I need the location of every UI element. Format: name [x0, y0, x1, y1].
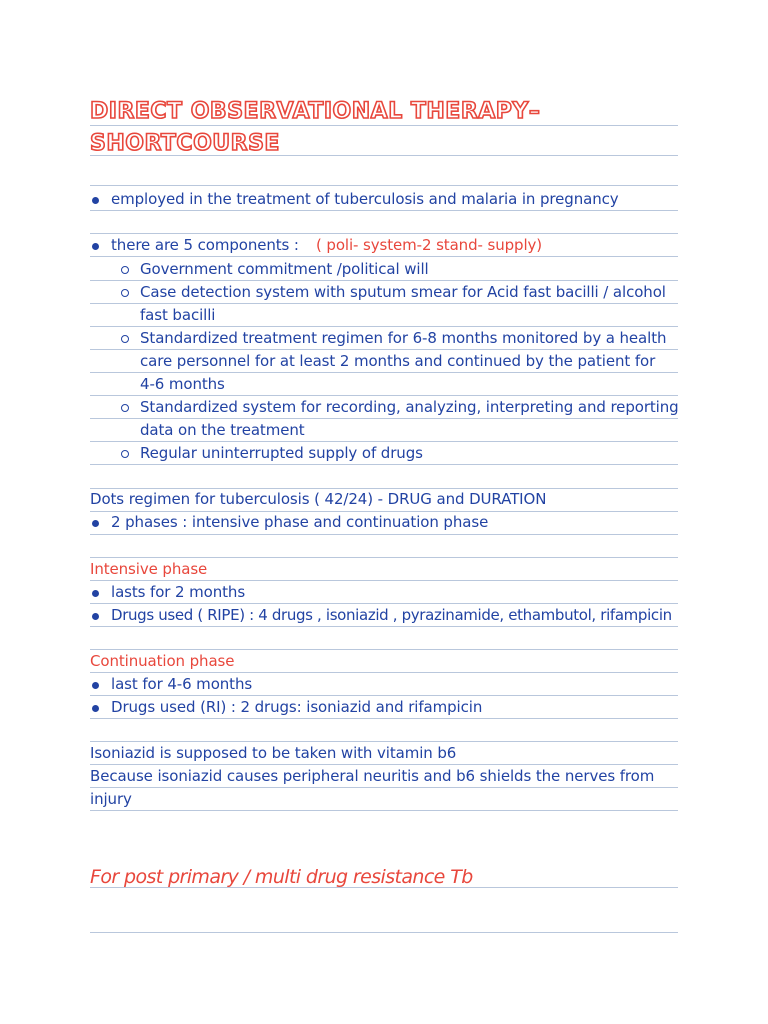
dots-heading: Dots regimen for tuberculosis ( 42/24) - DRUG and DURATION: [90, 490, 547, 508]
rule-line: [90, 464, 678, 465]
rule-line: [90, 418, 678, 419]
bullet-dot: [92, 705, 99, 712]
intro-bullet-text: employed in the treatment of tuberculosis and malaria in pregnancy: [111, 190, 619, 208]
page-title-line-1: DIRECT OBSERVATIONAL THERAPY–: [90, 99, 541, 124]
rule-line: [90, 256, 678, 257]
bullet-dot: [92, 590, 99, 597]
rule-line: [90, 649, 678, 650]
bullet-dot: [92, 520, 99, 527]
bullet-dot: [92, 682, 99, 689]
bullet-dot: [92, 613, 99, 620]
rule-line: [90, 210, 678, 211]
rule-line: [90, 672, 678, 673]
rule-line: [90, 185, 678, 186]
rule-line: [90, 557, 678, 558]
rule-line: [90, 534, 678, 535]
page-title-line-2: SHORTCOURSE: [90, 131, 280, 156]
rule-line: [90, 626, 678, 627]
component-3-line-2: care personnel for at least 2 months and continued by the patient for: [140, 352, 656, 370]
components-lead: there are 5 components :: [111, 236, 299, 254]
intensive-heading: Intensive phase: [90, 560, 208, 578]
rule-line: [90, 326, 678, 327]
component-4-line-2: data on the treatment: [140, 421, 305, 439]
rule-line: [90, 787, 678, 788]
component-2-line-1: Case detection system with sputum smear for Acid fast bacilli / alcohol: [140, 283, 666, 301]
note-line-1: Isoniazid is supposed to be taken with vitamin b6: [90, 744, 457, 762]
component-1: Government commitment /political will: [140, 260, 429, 278]
rule-line: [90, 395, 678, 396]
sub-bullet-circle: [121, 289, 129, 297]
rule-line: [90, 233, 678, 234]
sub-bullet-circle: [121, 266, 129, 274]
rule-line: [90, 932, 678, 933]
sub-bullet-circle: [121, 335, 129, 343]
mdr-heading: For post primary / multi drug resistance Tb: [90, 866, 473, 888]
rule-line: [90, 441, 678, 442]
sub-bullet-circle: [121, 450, 129, 458]
component-3-line-1: Standardized treatment regimen for 6-8 months monitored by a health: [140, 329, 667, 347]
rule-line: [90, 741, 678, 742]
rule-line: [90, 764, 678, 765]
components-mnemonic: ( poli- system-2 stand- supply): [316, 236, 543, 254]
rule-line: [90, 372, 678, 373]
sub-bullet-circle: [121, 404, 129, 412]
continuation-bullet-2: Drugs used (RI) : 2 drugs: isoniazid and rifampicin: [111, 698, 483, 716]
intensive-bullet-2: Drugs used ( RIPE) : 4 drugs , isoniazid , pyrazinamide, ethambutol, rifampicin: [111, 606, 672, 624]
component-3-line-3: 4-6 months: [140, 375, 225, 393]
continuation-heading: Continuation phase: [90, 652, 235, 670]
bullet-dot: [92, 197, 99, 204]
component-4-line-1: Standardized system for recording, analyzing, interpreting and reporting: [140, 398, 679, 416]
component-5: Regular uninterrupted supply of drugs: [140, 444, 423, 462]
dots-bullet: 2 phases : intensive phase and continuation phase: [111, 513, 489, 531]
rule-line: [90, 718, 678, 719]
rule-line: [90, 603, 678, 604]
rule-line: [90, 303, 678, 304]
bullet-dot: [92, 243, 99, 250]
note-line-2: Because isoniazid causes peripheral neuritis and b6 shields the nerves from: [90, 767, 655, 785]
intensive-bullet-1: lasts for 2 months: [111, 583, 246, 601]
rule-line: [90, 695, 678, 696]
rule-line: [90, 349, 678, 350]
rule-line: [90, 580, 678, 581]
component-2-line-2: fast bacilli: [140, 306, 216, 324]
note-line-3: injury: [90, 790, 132, 808]
rule-line: [90, 125, 678, 126]
rule-line: [90, 280, 678, 281]
rule-line: [90, 810, 678, 811]
continuation-bullet-1: last for 4-6 months: [111, 675, 253, 693]
